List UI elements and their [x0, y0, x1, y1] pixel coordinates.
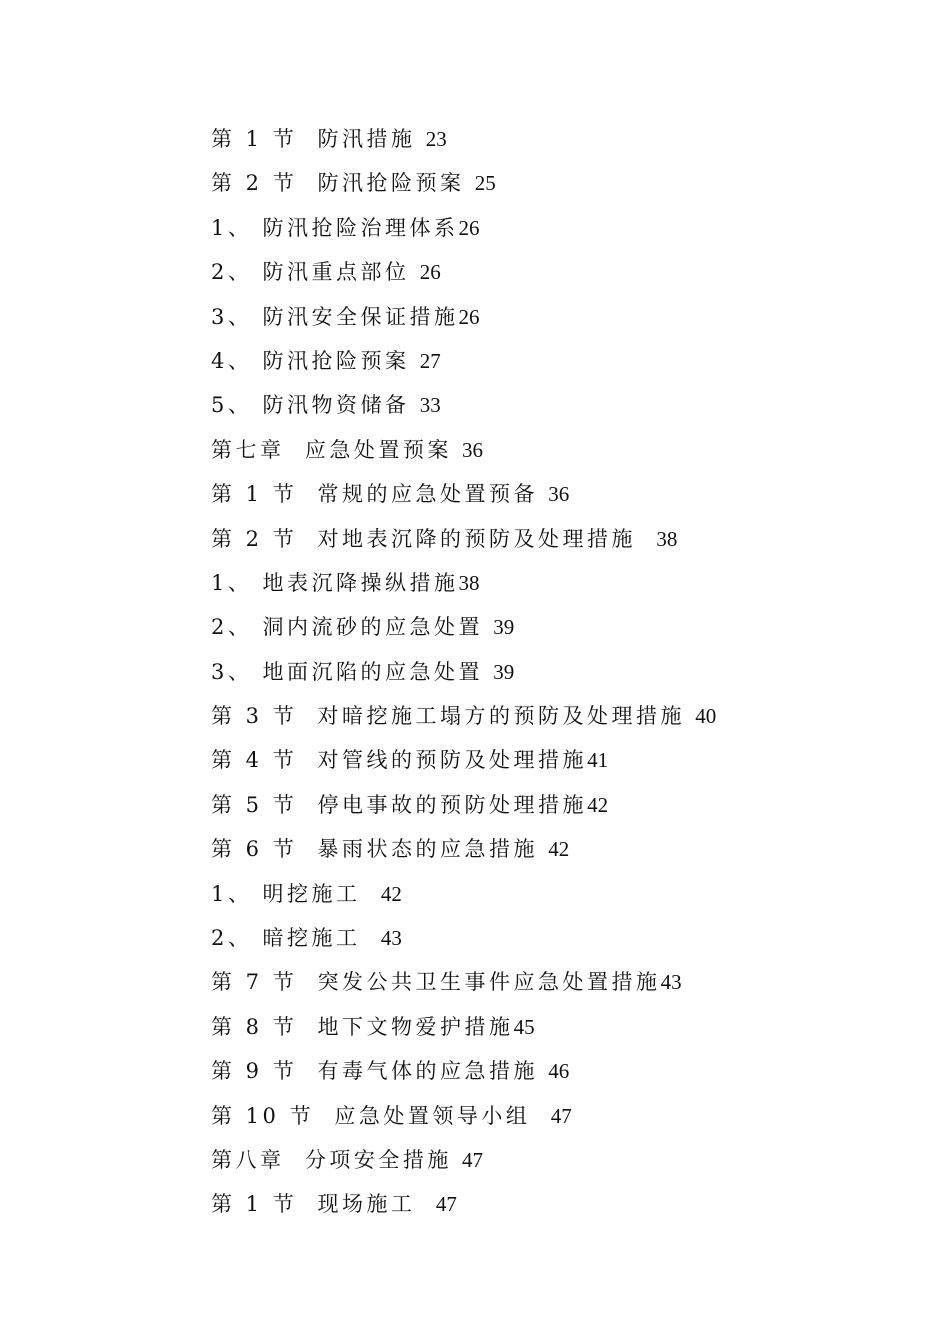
toc-entry-text: 2、 防汛重点部位 — [211, 260, 420, 285]
toc-page-number: 36 — [462, 437, 484, 462]
toc-page-number: 46 — [548, 1059, 570, 1084]
toc-page-number: 26 — [419, 260, 441, 285]
toc-entry-text: 第 1 节 常规的应急处置预备 — [211, 482, 549, 507]
toc-page-number: 38 — [458, 570, 480, 595]
toc-entry[interactable] — [211, 431, 716, 475]
toc-entry[interactable] — [211, 342, 716, 386]
toc-entry-text: 第 4 节 对管线的预防及处理措施 — [211, 748, 588, 773]
toc-entry[interactable] — [211, 1185, 716, 1229]
toc-entry-text: 第 7 节 突发公共卫生事件应急处置措施 — [211, 970, 661, 995]
toc-page-number: 26 — [458, 304, 480, 329]
toc-entry-text: 第 1 节 防汛措施 — [211, 127, 426, 151]
toc-entry-text: 第 6 节 暴雨状态的应急措施 — [211, 837, 549, 862]
toc-page-number: 47 — [550, 1103, 572, 1128]
toc-page-number: 42 — [548, 837, 570, 862]
toc-page-number: 39 — [493, 659, 515, 684]
toc-entry[interactable] — [211, 1141, 716, 1185]
toc-page-number: 39 — [493, 615, 515, 640]
toc-entry[interactable] — [211, 164, 716, 208]
toc-page-number: 25 — [474, 171, 496, 196]
toc-page-number: 27 — [419, 348, 441, 373]
toc-entry-text: 3、 地面沉陷的应急处置 — [211, 659, 494, 684]
toc-entry-text: 第七章 应急处置预案 — [211, 437, 463, 462]
toc-page-number: 43 — [660, 970, 682, 995]
toc-entry-text: 第八章 分项安全措施 — [211, 1147, 463, 1172]
toc-entry-text: 第 3 节 对暗挖施工塌方的预防及处理措施 — [211, 704, 696, 729]
toc-entry[interactable] — [211, 919, 716, 963]
toc-page-number: 47 — [435, 1192, 457, 1217]
toc-page-number: 26 — [458, 215, 480, 240]
toc-entry-text: 5、 防汛物资储备 — [211, 393, 420, 418]
toc-page-number: 33 — [419, 393, 441, 418]
toc-entry-text: 第 10 节 应急处置领导小组 — [211, 1103, 551, 1128]
toc-entry-text: 1、 防汛抢险治理体系 — [211, 215, 459, 240]
toc-page-number: 45 — [513, 1014, 535, 1039]
toc-entry-text: 2、 暗挖施工 — [211, 926, 381, 951]
toc-entry-text: 第 9 节 有毒气体的应急措施 — [211, 1059, 549, 1084]
toc-page-number: 40 — [695, 704, 717, 729]
toc-entry[interactable] — [211, 653, 716, 697]
toc-entry-text: 2、 洞内流砂的应急处置 — [211, 615, 494, 640]
toc-entry[interactable] — [211, 608, 716, 652]
toc-entry-text: 3、 防汛安全保证措施 — [211, 304, 459, 329]
toc-page-number: 42 — [587, 792, 609, 817]
toc-entry[interactable] — [211, 741, 716, 785]
toc-entry-text: 1、 明挖施工 — [211, 881, 381, 906]
toc-entry-text: 4、 防汛抢险预案 — [211, 348, 420, 373]
toc-page-number: 23 — [425, 127, 447, 151]
table-of-contents — [211, 120, 716, 1230]
toc-entry-text: 第 2 节 对地表沉降的预防及处理措施 — [211, 526, 657, 551]
toc-entry-text: 1、 地表沉降操纵措施 — [211, 570, 459, 595]
toc-entry[interactable] — [211, 1052, 716, 1096]
toc-page-number: 47 — [462, 1147, 484, 1172]
toc-entry[interactable] — [211, 1097, 716, 1141]
toc-entry-text: 第 1 节 现场施工 — [211, 1192, 436, 1217]
toc-page-number: 41 — [587, 748, 609, 773]
toc-page-number: 38 — [656, 526, 678, 551]
toc-entry[interactable] — [211, 120, 716, 164]
toc-entry[interactable] — [211, 697, 716, 741]
toc-entry[interactable] — [211, 1008, 716, 1052]
toc-entry[interactable] — [211, 520, 716, 564]
toc-entry[interactable] — [211, 475, 716, 519]
toc-page-number: 42 — [380, 881, 402, 906]
toc-page-number: 43 — [380, 926, 402, 951]
toc-entry[interactable] — [211, 830, 716, 874]
toc-entry[interactable] — [211, 253, 716, 297]
toc-entry-text: 第 8 节 地下文物爱护措施 — [211, 1014, 514, 1039]
toc-entry[interactable] — [211, 963, 716, 1007]
toc-entry[interactable] — [211, 875, 716, 919]
toc-entry[interactable] — [211, 786, 716, 830]
toc-entry[interactable] — [211, 209, 716, 253]
toc-page-number: 36 — [548, 482, 570, 507]
toc-entry[interactable] — [211, 386, 716, 430]
toc-entry[interactable] — [211, 564, 716, 608]
toc-entry-text: 第 2 节 防汛抢险预案 — [211, 171, 475, 196]
toc-entry-text: 第 5 节 停电事故的预防处理措施 — [211, 792, 588, 817]
toc-entry[interactable] — [211, 298, 716, 342]
